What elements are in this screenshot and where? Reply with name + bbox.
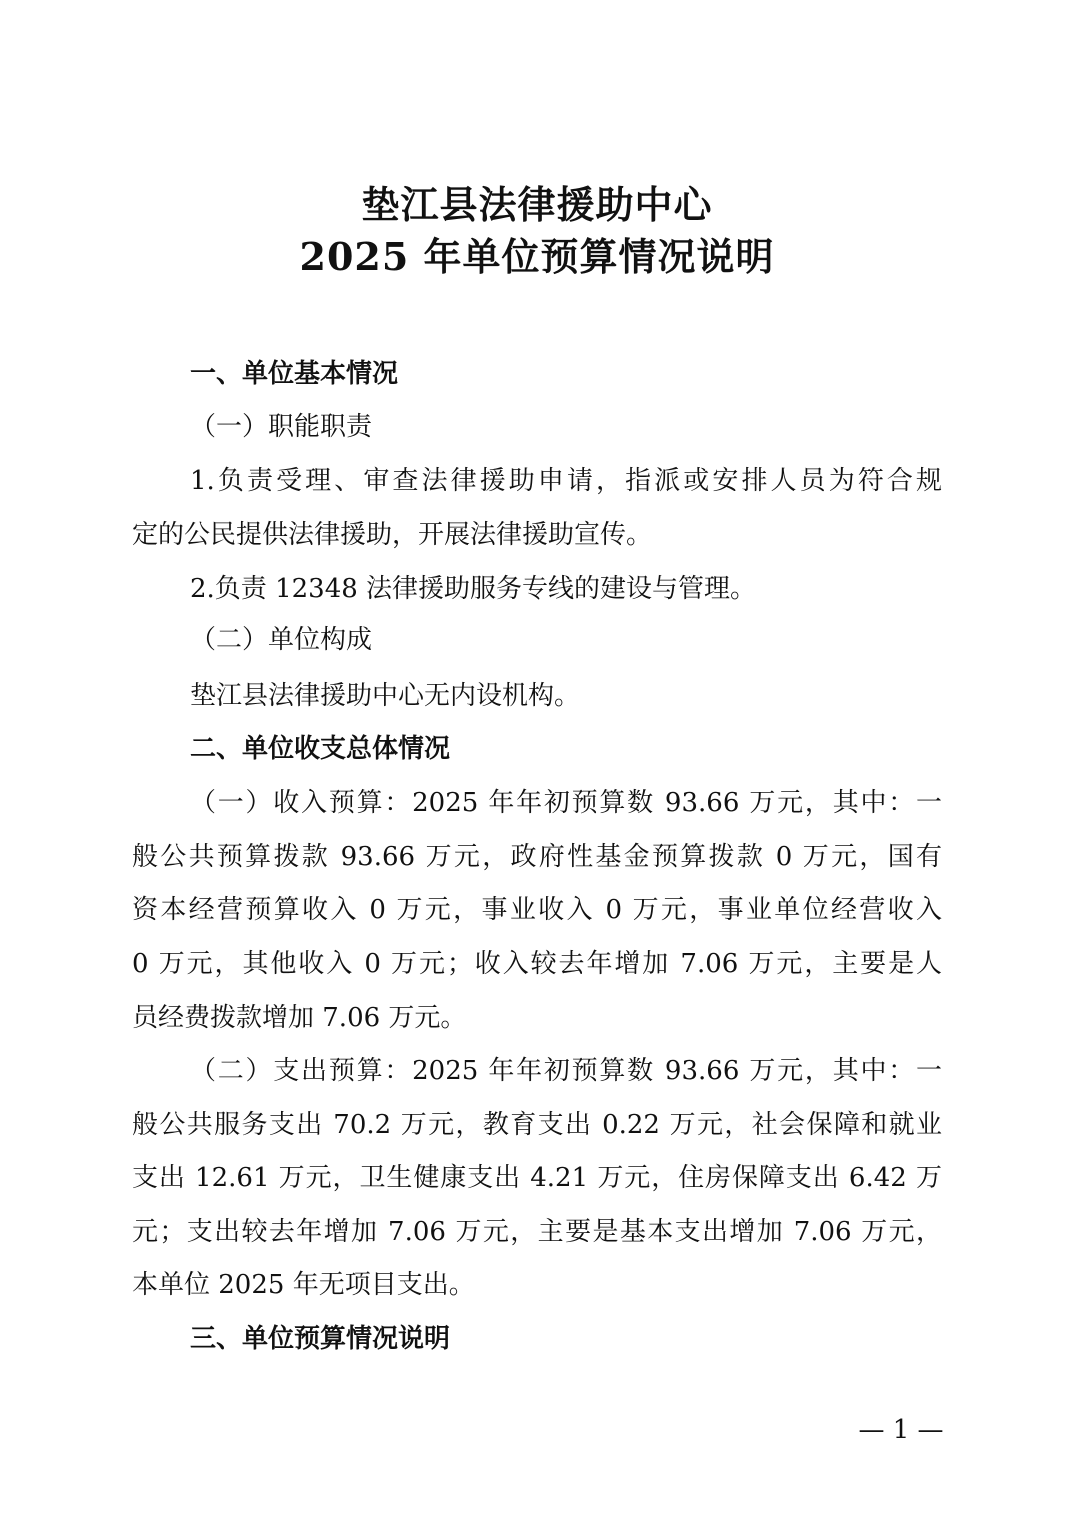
- paragraph-line: 0 万元，其他收入 0 万元；收入较去年增加 7.06 万元，主要是人: [132, 949, 942, 979]
- document-subtitle: 2025 年单位预算情况说明: [299, 234, 775, 279]
- paragraph-line: （二）支出预算：2025 年年初预算数 93.66 万元，其中：一: [190, 1056, 942, 1086]
- paragraph-line: 般公共服务支出 70.2 万元，教育支出 0.22 万元，社会保障和就业: [132, 1110, 942, 1140]
- paragraph-line: （一）收入预算：2025 年年初预算数 93.66 万元，其中：一: [190, 788, 942, 818]
- subsection-heading-functions: （一）职能职责: [190, 412, 373, 442]
- subsection-heading-composition: （二）单位构成: [190, 625, 373, 655]
- paragraph-line: 本单位 2025 年无项目支出。: [132, 1270, 475, 1300]
- paragraph-line: 元；支出较去年增加 7.06 万元，主要是基本支出增加 7.06 万元，: [132, 1217, 942, 1247]
- paragraph-line: 资本经营预算收入 0 万元，事业收入 0 万元，事业单位经营收入: [132, 895, 942, 925]
- paragraph-line: 垫江县法律援助中心无内设机构。: [190, 681, 581, 711]
- section-heading-2: 二、单位收支总体情况: [190, 734, 451, 764]
- paragraph-line: 员经费拨款增加 7.06 万元。: [132, 1003, 467, 1033]
- paragraph-line: 支出 12.61 万元，卫生健康支出 4.21 万元，住房保障支出 6.42 万: [132, 1163, 942, 1193]
- page-number: — 1 —: [858, 1415, 944, 1445]
- document-title: 垫江县法律援助中心: [361, 182, 713, 227]
- section-heading-3: 三、单位预算情况说明: [190, 1324, 451, 1354]
- paragraph-line: 2.负责 12348 法律援助服务专线的建设与管理。: [190, 574, 757, 604]
- section-heading-1: 一、单位基本情况: [190, 359, 399, 389]
- paragraph-line: 1.负责受理、审查法律援助申请，指派或安排人员为符合规: [190, 466, 942, 496]
- paragraph-line: 般公共预算拨款 93.66 万元，政府性基金预算拨款 0 万元，国有: [132, 842, 942, 872]
- paragraph-line: 定的公民提供法律援助，开展法律援助宣传。: [132, 520, 653, 550]
